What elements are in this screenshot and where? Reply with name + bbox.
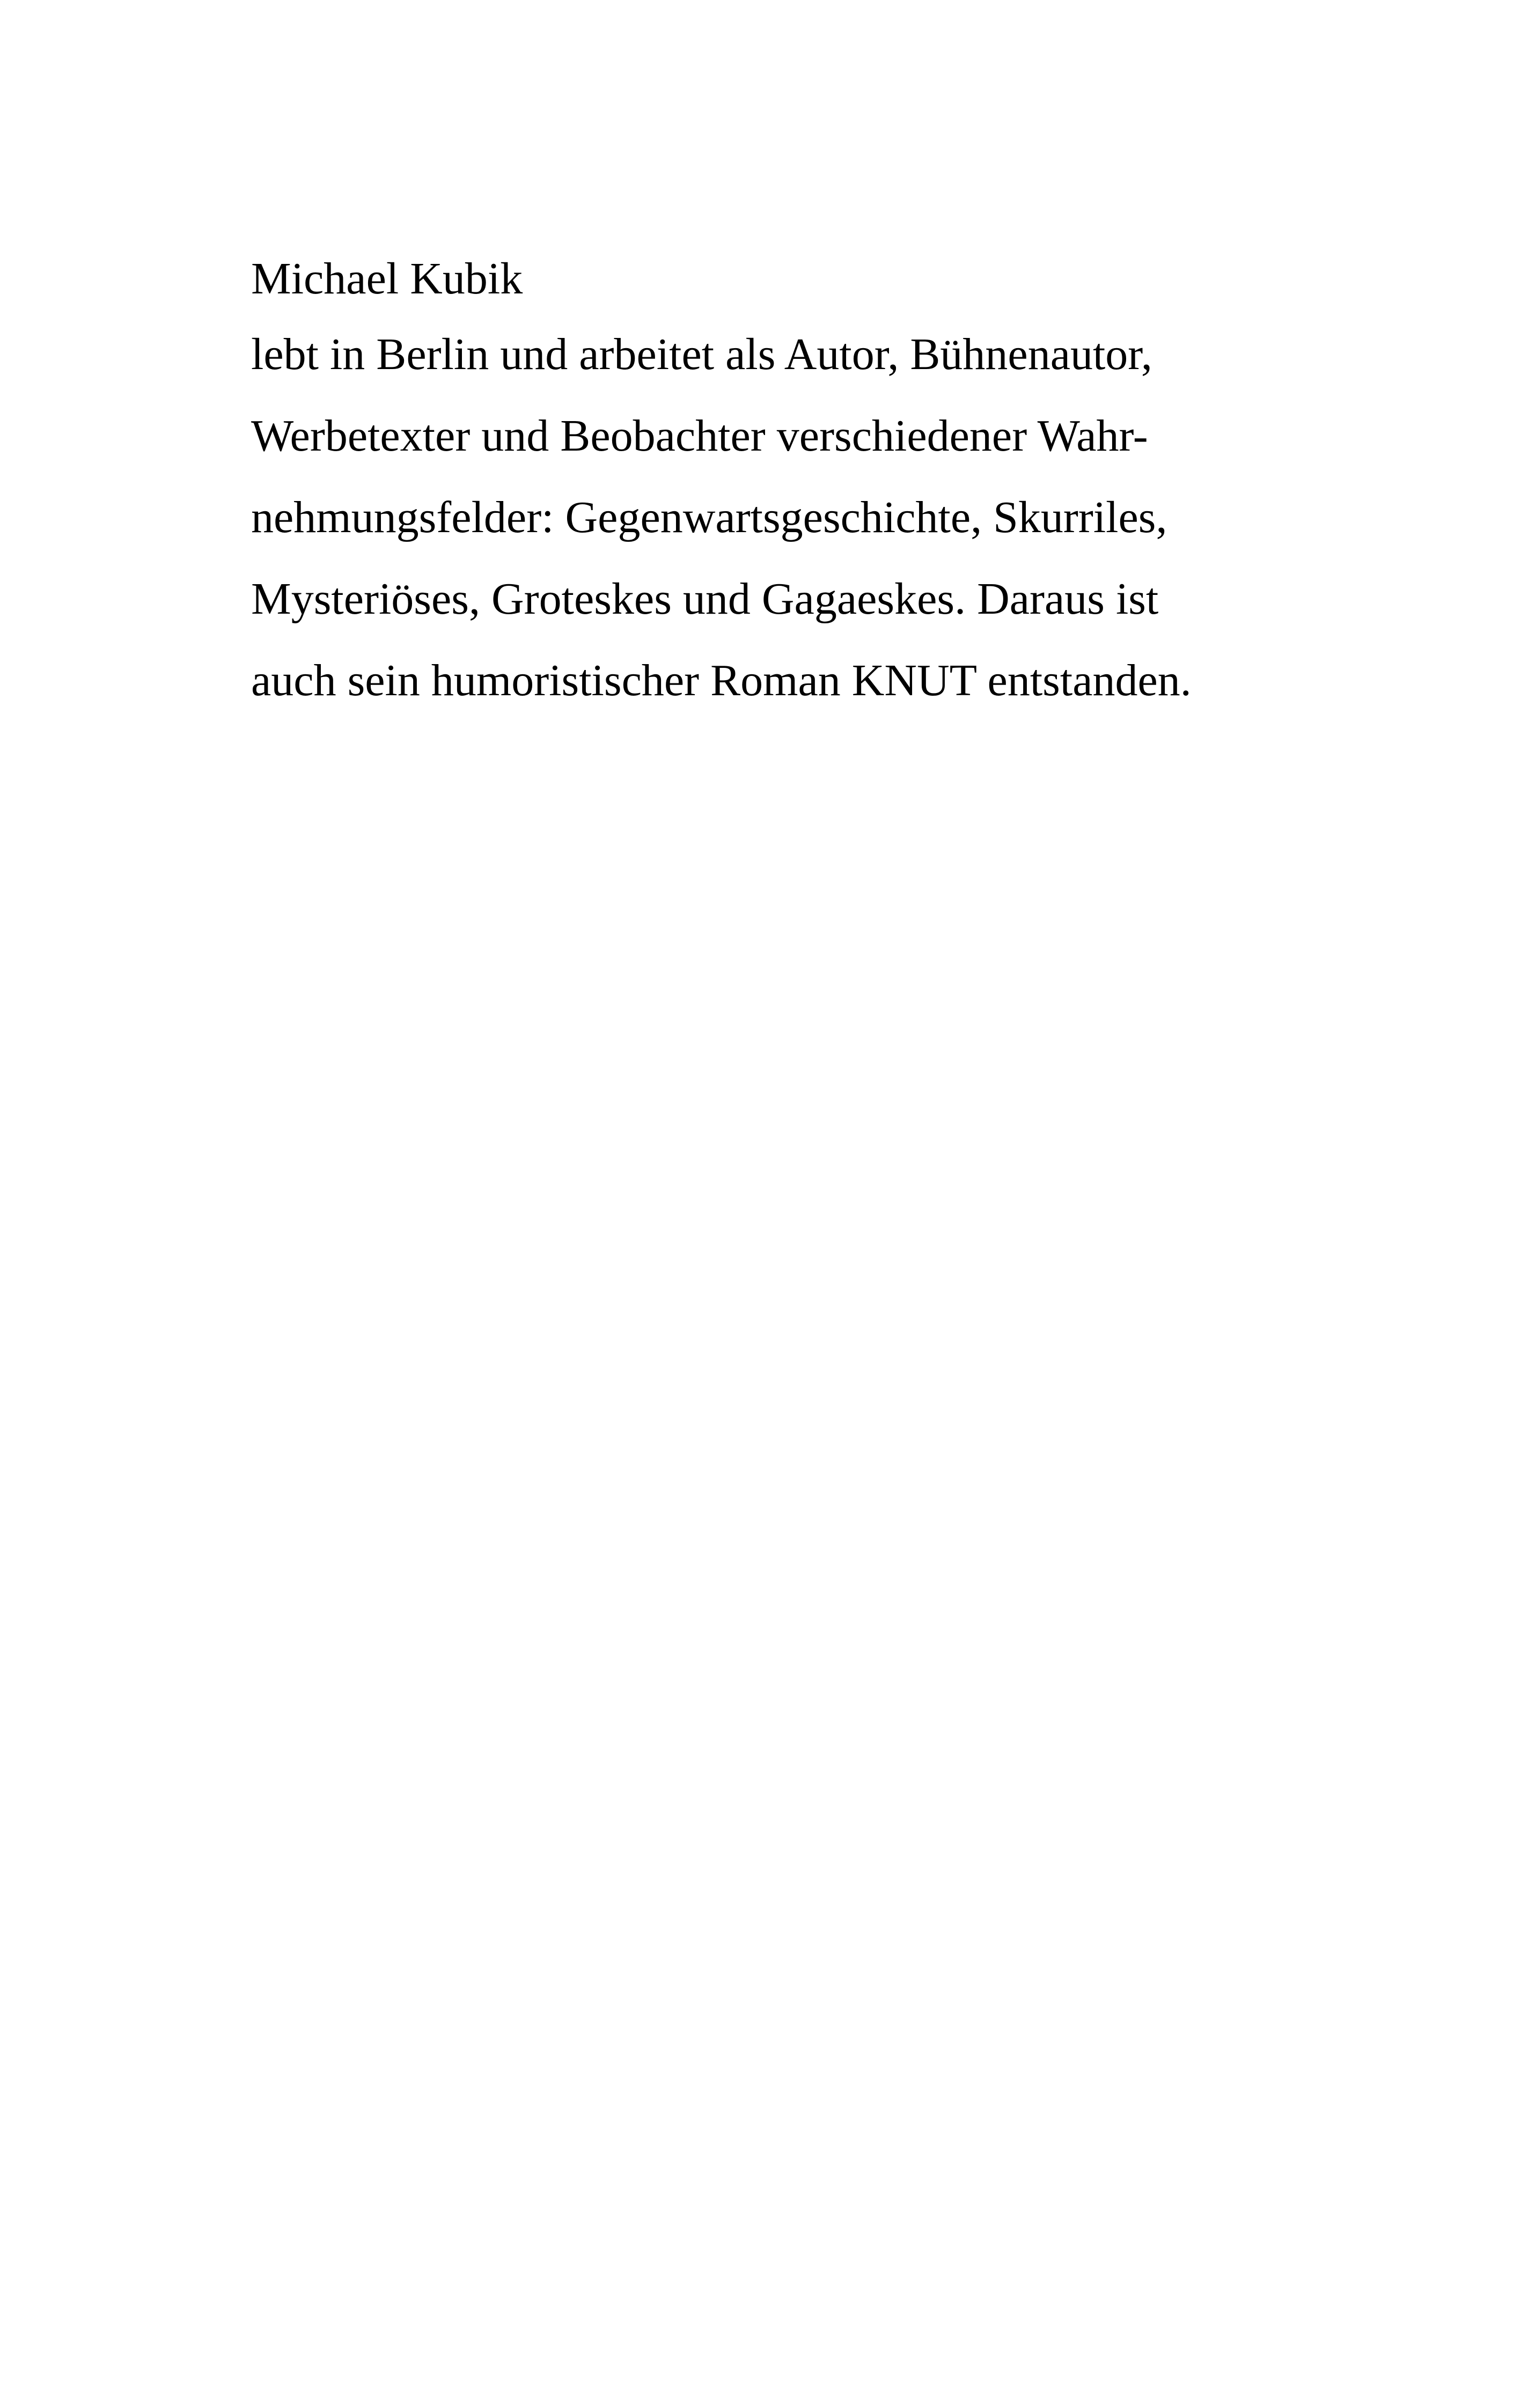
bio-line: nehmungsfelder: Gegenwartsgeschichte, Skurriles,: [251, 492, 1167, 542]
bio-line: auch sein humoristischer Roman KNUT entstanden.: [251, 656, 1192, 705]
author-bio: [251, 244, 1324, 721]
bio-line: Werbetexter und Beobachter verschiedener Wahr-: [251, 411, 1148, 461]
bio-line: lebt in Berlin und arbeitet als Autor, Bühnenautor,: [251, 329, 1152, 379]
author-name: Michael Kubik: [251, 254, 523, 304]
bio-line: Mysteriöses, Groteskes und Gagaeskes. Daraus ist: [251, 574, 1159, 624]
